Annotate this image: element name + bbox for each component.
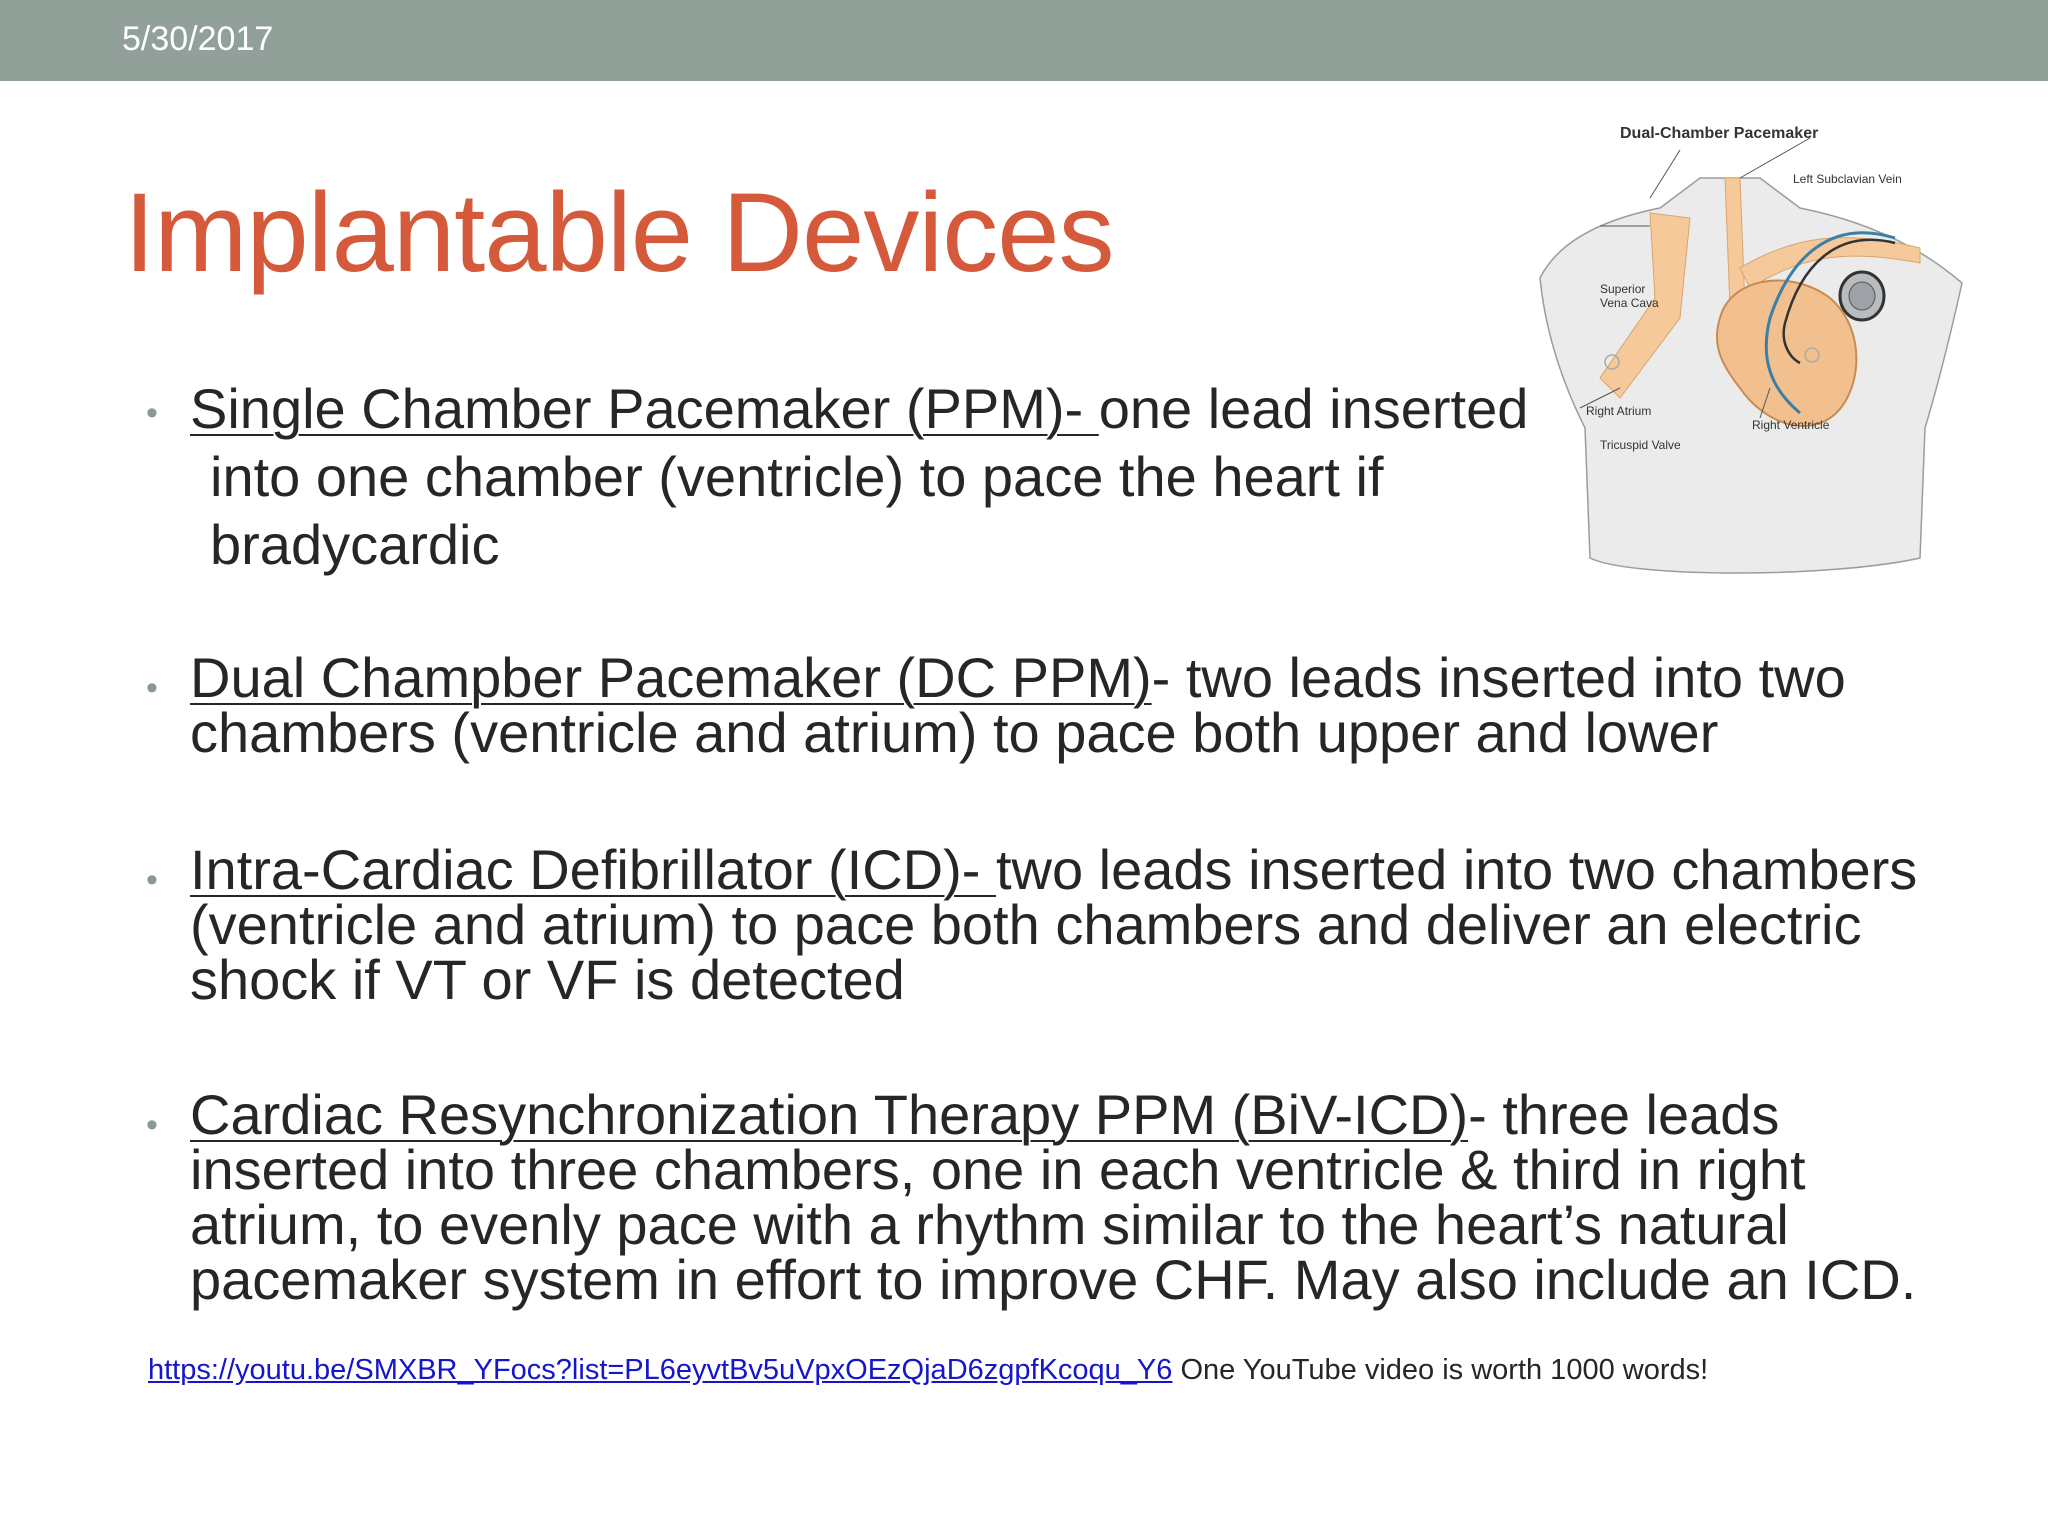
bullet-text [190,646,1990,764]
bullet-desc: - three leads inserted into three chambers, one in each ventricle & third in right atrium, to evenly pace with a rhythm similar to the heart’s natural pacemaker system in effort to improve CHF. May also include an ICD. [190,1083,1917,1311]
bullet-term: Single Chamber Pacemaker (PPM)- [190,377,1099,440]
pacemaker-illustration [1500,118,1970,578]
label-right-ventricle: Right Ventricle [1752,418,1830,432]
figure-title: Dual-Chamber Pacemaker [1620,125,1819,142]
bullet-desc: into one chamber (ventricle) to pace the heart if bradycardic [210,445,1384,576]
bullet-desc: two leads inserted into two chambers (ventricle and atrium) to pace both chambers and deliver an electric shock if VT or VF is detected [190,838,1918,1011]
bullet-marker: • [146,669,158,707]
pacemaker-diagram [1500,118,1970,578]
pacemaker-device-inner [1849,282,1875,310]
bullet-text [190,1083,1990,1311]
video-link-line [148,1354,1708,1387]
bullet-marker: • [146,861,158,899]
bullet-marker: • [146,394,158,432]
label-line [1650,150,1680,198]
bullet-term: Intra-Cardiac Defibrillator (ICD)- [190,838,996,901]
bullet-term: Cardiac Resynchronization Therapy PPM (BiV-ICD) [190,1083,1469,1146]
bullet-desc-first-line: one lead inserted [1098,377,1529,440]
bullet-text [190,375,1610,579]
bullet-term: Dual Champber Pacemaker (DC PPM) [190,646,1152,709]
slide-date: 5/30/2017 [122,20,274,58]
label-superior-vena-cava-2: Vena Cava [1600,296,1659,310]
bullet-desc: - two leads inserted into two chambers (ventricle and atrium) to pace both upper and lower [190,646,1846,764]
bullet-text [190,838,1990,1011]
slide-title: Implantable Devices [124,170,1114,295]
label-superior-vena-cava-1: Superior [1600,282,1646,296]
link-caption: One YouTube video is worth 1000 words! [1172,1354,1709,1386]
label-left-subclavian-vein: Left Subclavian Vein [1793,172,1902,186]
header-bar [0,0,2048,81]
youtube-link[interactable]: https://youtu.be/SMXBR_YFocs?list=PL6eyvtBv5uVpxOEzQjaD6zgpfKcoqu_Y6 [148,1354,1173,1386]
label-right-atrium: Right Atrium [1586,404,1652,418]
bullet-marker: • [146,1106,158,1144]
label-tricuspid-valve: Tricuspid Valve [1600,438,1681,452]
